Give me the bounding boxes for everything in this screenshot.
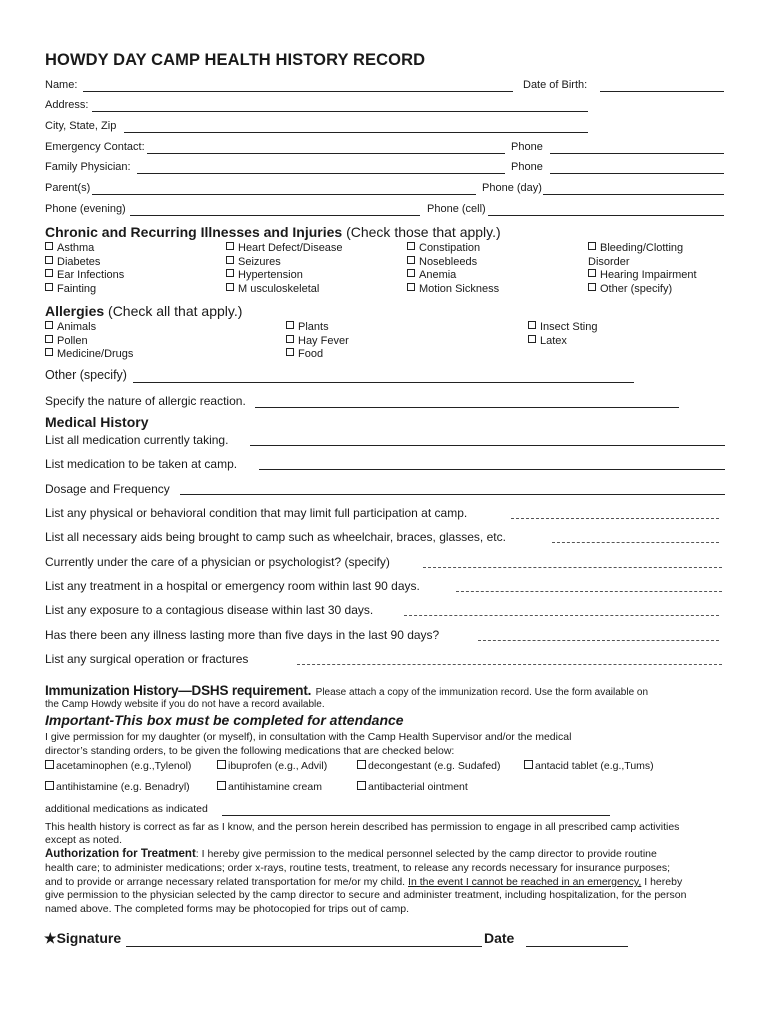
checkbox-item[interactable]: Motion Sickness (407, 283, 499, 297)
city-field[interactable] (124, 132, 588, 133)
checkbox-item[interactable]: Asthma (45, 242, 124, 256)
chronic-col2 (226, 242, 343, 297)
checkbox-icon[interactable] (588, 283, 596, 291)
medical-q7: List any treatment in a hospital or emergency room within last 90 days. (45, 579, 420, 593)
additional-meds-label: additional medications as indicated (45, 803, 208, 815)
checkbox-item[interactable]: Food (286, 348, 349, 362)
medical-q1: List all medication currently taking. (45, 433, 229, 447)
medical-q2-field[interactable] (259, 469, 725, 470)
address-field[interactable] (92, 111, 588, 112)
checkbox-icon[interactable] (45, 269, 53, 277)
phone-day-label: Phone (day) (482, 182, 542, 194)
dob-label: Date of Birth: (523, 79, 588, 91)
allergies-heading: Allergies (Check all that apply.) (45, 303, 243, 319)
parents-label: Parent(s) (45, 182, 91, 194)
permission-text-2: director’s standing orders, to be given the following medications that are checked below: (45, 745, 455, 757)
checkbox-icon[interactable] (407, 283, 415, 291)
permission-text-1: I give permission for my daughter (or myself), in consultation with the Camp Health Supervisor and/or the medical (45, 731, 572, 743)
checkbox-icon[interactable] (45, 335, 53, 343)
medical-q2: List medication to be taken at camp. (45, 457, 238, 471)
checkbox-icon[interactable] (407, 242, 415, 250)
med-antacid[interactable]: antacid tablet (e.g.,Tums) (524, 760, 654, 772)
checkbox-icon[interactable] (45, 242, 53, 250)
checkbox-icon[interactable] (45, 256, 53, 264)
address-label: Address: (45, 99, 89, 111)
phone-day-field[interactable] (543, 194, 724, 195)
medical-q3: Dosage and Frequency (45, 482, 170, 496)
checkbox-icon[interactable] (524, 760, 533, 769)
form-title: HOWDY DAY CAMP HEALTH HISTORY RECORD (45, 51, 426, 69)
medical-q5: List all necessary aids being brought to camp such as wheelchair, braces, glasses, etc. (45, 530, 506, 544)
consent-text-1: This health history is correct as far as I know, and the person herein described has permission to engage in all prescribed camp activities (45, 821, 680, 833)
city-label: City, State, Zip (45, 120, 117, 132)
physician-phone-label: Phone (511, 161, 543, 173)
medical-q6-field[interactable] (423, 567, 722, 568)
date-field[interactable] (526, 946, 628, 947)
checkbox-icon[interactable] (286, 321, 294, 329)
checkbox-item[interactable]: Animals (45, 321, 133, 335)
checkbox-icon[interactable] (226, 269, 234, 277)
allergy-nature-field[interactable] (255, 407, 679, 408)
checkbox-icon[interactable] (45, 321, 53, 329)
checkbox-item[interactable]: Diabetes (45, 256, 124, 270)
physician-field[interactable] (137, 173, 505, 174)
checkbox-item[interactable]: Hypertension (226, 269, 343, 283)
checkbox-item[interactable]: Nosebleeds (407, 256, 499, 270)
parents-field[interactable] (92, 194, 476, 195)
med-antihistamine[interactable]: antihistamine (e.g. Benadryl) (45, 781, 190, 793)
chronic-heading: Chronic and Recurring Illnesses and Injuries (Check those that apply.) (45, 224, 501, 240)
checkbox-icon[interactable] (226, 256, 234, 264)
checkbox-item[interactable]: Insect Sting (528, 321, 597, 335)
checkbox-item[interactable]: Bleeding/Clotting (588, 242, 697, 256)
authorization-line-5: named above. The completed forms may be photocopied for trips out of camp. (45, 903, 410, 915)
checkbox-icon[interactable] (528, 321, 536, 329)
checkbox-label-cont: Disorder (588, 255, 630, 268)
checkbox-icon[interactable] (357, 760, 366, 769)
physician-phone-field[interactable] (550, 173, 724, 174)
checkbox-icon[interactable] (217, 781, 226, 790)
checkbox-item[interactable]: Pollen (45, 335, 133, 349)
authorization-line-2: health care; to administer medications; order x-rays, routine tests, treatment, to release any records necessary for insurance purposes; (45, 862, 671, 874)
checkbox-icon[interactable] (45, 781, 54, 790)
checkbox-item[interactable]: Ear Infections (45, 269, 124, 283)
checkbox-item[interactable]: Seizures (226, 256, 343, 270)
immunization-text: Please attach a copy of the immunization record. Use the form available on (315, 687, 649, 698)
consent-text-2: except as noted. (45, 834, 123, 846)
name-field[interactable] (83, 91, 513, 92)
allergy-nature-label: Specify the nature of allergic reaction. (45, 394, 246, 408)
star-icon: ★ (44, 930, 57, 946)
signature-field[interactable] (126, 946, 482, 947)
phone-cell-label: Phone (cell) (427, 203, 486, 215)
medical-q4: List any physical or behavioral condition that may limit full participation at camp. (45, 506, 468, 520)
medical-q9-field[interactable] (478, 640, 719, 641)
checkbox-item[interactable]: Heart Defect/Disease (226, 242, 343, 256)
date-label: Date (484, 930, 515, 946)
allergy-other-label: Other (specify) (45, 368, 127, 382)
checkbox-icon[interactable] (407, 256, 415, 264)
medical-q10-field[interactable] (297, 664, 722, 665)
phone-evening-field[interactable] (130, 215, 420, 216)
checkbox-item[interactable]: Plants (286, 321, 349, 335)
checkbox-icon[interactable] (45, 348, 53, 356)
medical-q6: Currently under the care of a physician or psychologist? (specify) (45, 555, 390, 569)
medical-q3-field[interactable] (180, 494, 725, 495)
medical-q8: List any exposure to a contagious disease within last 30 days. (45, 603, 374, 617)
checkbox-icon[interactable] (226, 242, 234, 250)
med-ibuprofen[interactable]: ibuprofen (e.g., Advil) (217, 760, 327, 772)
dob-field[interactable] (600, 91, 724, 92)
medical-heading: Medical History (45, 414, 149, 430)
checkbox-icon[interactable] (357, 781, 366, 790)
allergies-col1 (45, 321, 133, 362)
checkbox-icon[interactable] (588, 269, 596, 277)
checkbox-item[interactable]: Fainting (45, 283, 124, 297)
authorization-line-1: Authorization for Treatment: I hereby give permission to the medical personnel selected by the camp director to provide routine (45, 848, 657, 860)
checkbox-item[interactable]: Hay Fever (286, 335, 349, 349)
checkbox-icon[interactable] (407, 269, 415, 277)
checkbox-icon[interactable] (286, 335, 294, 343)
chronic-col4 (588, 242, 697, 297)
med-antibacterial[interactable]: antibacterial ointment (357, 781, 468, 793)
medical-q7-field[interactable] (456, 591, 722, 592)
signature-label: ★Signature (44, 930, 122, 946)
medical-q1-field[interactable] (250, 445, 725, 446)
chronic-col1 (45, 242, 124, 297)
medical-q5-field[interactable] (552, 542, 719, 543)
immunization-section (45, 682, 648, 700)
checkbox-item[interactable]: Other (specify) (588, 283, 697, 297)
emergency-field[interactable] (147, 153, 505, 154)
checkbox-icon[interactable] (217, 760, 226, 769)
checkbox-icon[interactable] (45, 283, 53, 291)
authorization-line-4: give permission to the physician selected by the camp director to secure and administer treatment, including hospitalization, for the person (45, 889, 687, 901)
checkbox-icon[interactable] (45, 760, 54, 769)
authorization-line-3: and to provide or arrange necessary related transportation for me/or my child. In the event I cannot be reached in an emergency, I hereby (45, 876, 683, 888)
medical-q8-field[interactable] (404, 615, 719, 616)
med-antihistamine-cream[interactable]: antihistamine cream (217, 781, 322, 793)
checkbox-item[interactable]: Latex (528, 335, 597, 349)
important-heading: Important-This box must be completed for attendance (45, 712, 404, 728)
phone-cell-field[interactable] (488, 215, 724, 216)
chronic-col3 (407, 242, 499, 297)
checkbox-icon[interactable] (226, 283, 234, 291)
allergies-col3 (528, 321, 597, 348)
checkbox-icon[interactable] (588, 242, 596, 250)
checkbox-item[interactable]: Hearing Impairment (588, 269, 697, 283)
emergency-phone-field[interactable] (550, 153, 724, 154)
med-acetaminophen[interactable]: acetaminophen (e.g.,Tylenol) (45, 760, 191, 772)
checkbox-icon[interactable] (286, 348, 294, 356)
phone-evening-label: Phone (evening) (45, 203, 126, 215)
physician-label: Family Physician: (45, 161, 131, 173)
allergy-other-field[interactable] (133, 382, 634, 383)
emergency-label: Emergency Contact: (45, 141, 145, 153)
additional-meds-field[interactable] (222, 815, 610, 816)
immunization-text-2: the Camp Howdy website if you do not have a record available. (45, 699, 325, 710)
allergies-col2 (286, 321, 349, 362)
name-label: Name: (45, 79, 78, 91)
med-decongestant[interactable]: decongestant (e.g. Sudafed) (357, 760, 501, 772)
checkbox-item[interactable]: M usculoskeletal (226, 283, 343, 297)
emergency-phone-label: Phone (511, 141, 543, 153)
medical-q10: List any surgical operation or fractures (45, 652, 249, 666)
immunization-heading: Immunization History—DSHS requirement. (45, 683, 312, 698)
checkbox-item[interactable]: Medicine/Drugs (45, 348, 133, 362)
medical-q4-field[interactable] (511, 518, 719, 519)
checkbox-item[interactable]: Anemia (407, 269, 499, 283)
checkbox-item[interactable]: Constipation (407, 242, 499, 256)
checkbox-icon[interactable] (528, 335, 536, 343)
medical-q9: Has there been any illness lasting more than five days in the last 90 days? (45, 628, 440, 642)
